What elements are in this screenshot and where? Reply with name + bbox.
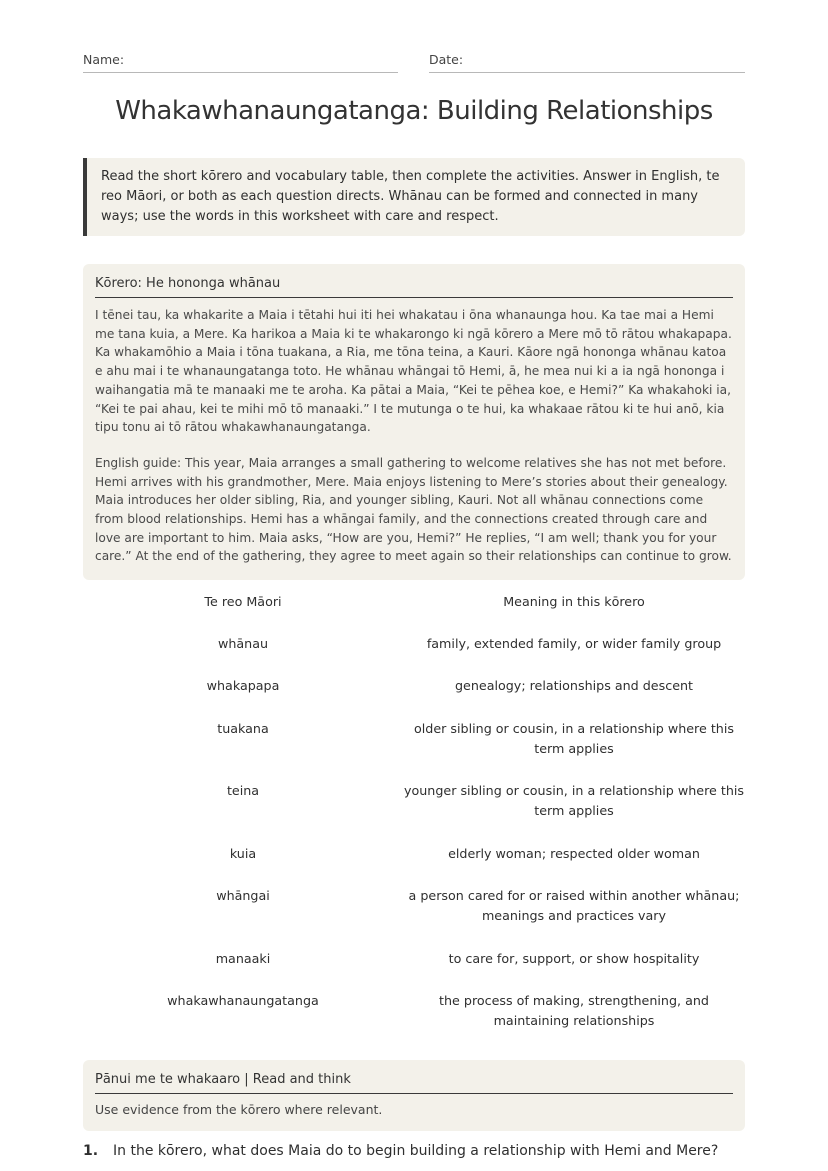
vocab-row	[83, 719, 745, 781]
vocab-meaning: family, extended family, or wider family group	[426, 636, 722, 651]
question-item	[83, 1143, 745, 1159]
vocab-term: kuia	[229, 846, 257, 861]
vocab-row	[83, 949, 745, 991]
instructions-box	[83, 158, 745, 236]
vocab-meaning: older sibling or cousin, in a relationship where this term applies	[414, 721, 734, 756]
korero-heading: Kōrero: He hononga whānau	[95, 276, 733, 298]
name-label: Name:	[83, 52, 125, 67]
read-and-think-note: Use evidence from the kōrero where relevant.	[95, 1102, 383, 1117]
vocab-meaning: to care for, support, or show hospitality	[448, 951, 700, 966]
vocab-meaning: the process of making, strengthening, and maintaining relationships	[439, 993, 709, 1028]
korero-box	[83, 264, 745, 580]
vocab-row	[83, 886, 745, 949]
question-text: In the kōrero, what does Maia do to begin building a relationship with Hemi and Mere?	[113, 1143, 719, 1159]
vocab-header-term: Te reo Māori	[204, 594, 282, 609]
vocab-term: whānau	[217, 636, 269, 651]
vocab-term: manaaki	[215, 951, 271, 966]
read-and-think-heading: Pānui me te whakaaro | Read and think	[95, 1072, 733, 1094]
vocabulary-table	[83, 592, 745, 1035]
name-date-row	[83, 52, 745, 74]
worksheet-title: Whakawhanaungatanga: Building Relationships	[115, 96, 713, 126]
vocab-meaning: younger sibling or cousin, in a relationship where this term applies	[403, 783, 745, 818]
vocab-header-row	[83, 592, 745, 634]
vocab-row	[83, 991, 745, 1035]
vocab-meaning: elderly woman; respected older woman	[448, 846, 700, 861]
vocab-row	[83, 634, 745, 676]
vocab-term: whakapapa	[206, 678, 280, 693]
vocab-row	[83, 676, 745, 719]
question-number: 1.	[83, 1143, 99, 1159]
korero-maori-text: I tēnei tau, ka whakarite a Maia i tētahi hui iti hei whakatau i ōna whanaunga hou. Ka tae mai a Hemi me tana kuia, a Mere. Ka harikoa a Maia ki te whakarongo ki ngā kōrero a Mere mō tō rātou whakapapa. Ka whakamōhio a Maia i tōna tuakana, a Ria, me tōna teina, a Kauri. Kāore ngā hononga whānau katoa e ahu mai i te whanaungatanga toto. He whānau whāngai tō Hemi, ā, he mea nui ki a ia ngā hononga i waihangatia mā te manaaki me te aroha. Ka pātai a Maia, “Kei te pēhea koe, e Hemi?” Ka whakahoki ia, “Kei te pai ahau, kei te mihi mō tō manaaki.” I te mutunga o te hui, ka whakaae rātou ki te hui anō, kia tipu tonu ai tō rātou whakawhanaungatanga.	[95, 308, 732, 435]
vocab-term: whakawhanaungatanga	[167, 993, 319, 1008]
vocab-row	[83, 844, 745, 886]
instructions-text: Read the short kōrero and vocabulary table, then complete the activities. Answer in English, te reo Māori, or both as each question directs. Whānau can be formed and connected in many ways; use the words in this worksheet with care and respect.	[101, 169, 720, 224]
date-label: Date:	[429, 52, 464, 67]
name-field[interactable]	[83, 52, 398, 73]
vocab-term: tuakana	[217, 721, 269, 736]
vocab-term: whāngai	[216, 888, 270, 903]
vocab-header-meaning: Meaning in this kōrero	[503, 594, 645, 609]
date-field[interactable]	[429, 52, 745, 73]
vocab-meaning: genealogy; relationships and descent	[454, 678, 694, 693]
vocab-meaning: a person cared for or raised within another whānau; meanings and practices vary	[408, 888, 740, 923]
read-and-think-box	[83, 1060, 745, 1131]
korero-english-text: English guide: This year, Maia arranges a small gathering to welcome relatives she has not met before. Hemi arrives with his grandmother, Mere. Maia enjoys listening to Mere’s stories about their genealogy. Maia introduces her older sibling, Ria, and younger sibling, Kauri. Not all whānau connections come from blood relationships. Hemi has a whāngai family, and the connections created through care and love are important to him. Maia asks, “How are you, Hemi?” He replies, “I am well; thank you for your care.” At the end of the gathering, they agree to meet again so their relationships can continue to grow.	[95, 455, 732, 564]
vocab-row	[83, 781, 745, 844]
vocab-term: teina	[226, 783, 260, 798]
